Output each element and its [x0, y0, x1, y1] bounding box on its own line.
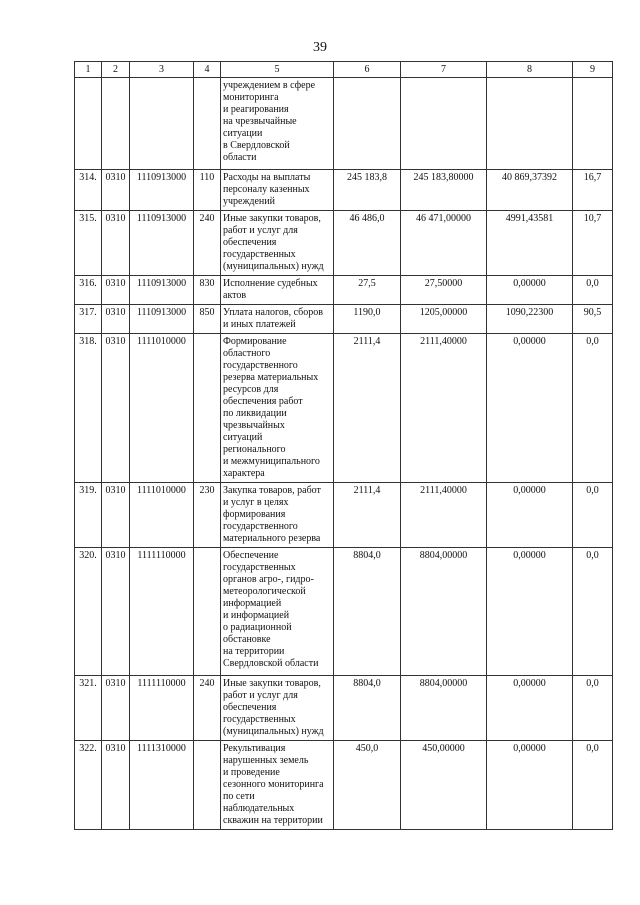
table-body [75, 78, 613, 830]
item-name: Уплата налогов, сборов и иных платежей [221, 305, 334, 334]
execution-percent: 0,0 [573, 548, 613, 676]
revised-amount: 2111,40000 [401, 483, 487, 548]
execution-percent [573, 78, 613, 170]
expense-type-code: 230 [194, 483, 221, 548]
item-name: Расходы на выплаты персоналу казенных учреждений [221, 170, 334, 211]
item-name: Иные закупки товаров, работ и услуг для обеспечения государственных (муниципальных) нужд [221, 676, 334, 741]
executed-amount: 0,00000 [487, 276, 573, 305]
revised-amount: 450,00000 [401, 741, 487, 830]
executed-amount: 0,00000 [487, 483, 573, 548]
target-code: 1111110000 [130, 676, 194, 741]
target-code: 1111310000 [130, 741, 194, 830]
planned-amount: 245 183,8 [334, 170, 401, 211]
row-number: 320. [75, 548, 102, 676]
column-header-9: 9 [573, 62, 613, 78]
section-code: 0310 [102, 676, 130, 741]
section-code [102, 78, 130, 170]
section-code: 0310 [102, 305, 130, 334]
row-number: 317. [75, 305, 102, 334]
section-code: 0310 [102, 741, 130, 830]
target-code: 1111010000 [130, 483, 194, 548]
planned-amount: 2111,4 [334, 483, 401, 548]
column-header-7: 7 [401, 62, 487, 78]
executed-amount: 0,00000 [487, 741, 573, 830]
execution-percent: 16,7 [573, 170, 613, 211]
target-code: 1110913000 [130, 305, 194, 334]
row-number: 321. [75, 676, 102, 741]
table-row [75, 211, 613, 276]
section-code: 0310 [102, 548, 130, 676]
execution-percent: 0,0 [573, 276, 613, 305]
row-number: 316. [75, 276, 102, 305]
execution-percent: 10,7 [573, 211, 613, 276]
table-row [75, 548, 613, 676]
table-row [75, 483, 613, 548]
target-code [130, 78, 194, 170]
execution-percent: 0,0 [573, 741, 613, 830]
column-header-5: 5 [221, 62, 334, 78]
revised-amount: 8804,00000 [401, 548, 487, 676]
row-number: 315. [75, 211, 102, 276]
header-row [75, 62, 613, 78]
executed-amount: 0,00000 [487, 676, 573, 741]
column-header-1: 1 [75, 62, 102, 78]
planned-amount [334, 78, 401, 170]
target-code: 1110913000 [130, 211, 194, 276]
executed-amount: 4991,43581 [487, 211, 573, 276]
page-number: 39 [313, 40, 327, 55]
execution-percent: 0,0 [573, 334, 613, 483]
expense-type-code [194, 334, 221, 483]
column-header-3: 3 [130, 62, 194, 78]
item-name: Исполнение судебных актов [221, 276, 334, 305]
executed-amount: 1090,22300 [487, 305, 573, 334]
row-number: 322. [75, 741, 102, 830]
revised-amount: 27,50000 [401, 276, 487, 305]
column-header-8: 8 [487, 62, 573, 78]
planned-amount: 46 486,0 [334, 211, 401, 276]
revised-amount [401, 78, 487, 170]
revised-amount: 46 471,00000 [401, 211, 487, 276]
item-name: Иные закупки товаров, работ и услуг для обеспечения государственных (муниципальных) нужд [221, 211, 334, 276]
planned-amount: 8804,0 [334, 548, 401, 676]
executed-amount [487, 78, 573, 170]
expense-type-code: 110 [194, 170, 221, 211]
execution-percent: 0,0 [573, 676, 613, 741]
row-number: 319. [75, 483, 102, 548]
planned-amount: 2111,4 [334, 334, 401, 483]
table-row [75, 305, 613, 334]
expense-type-code [194, 548, 221, 676]
planned-amount: 27,5 [334, 276, 401, 305]
expense-type-code: 830 [194, 276, 221, 305]
row-number [75, 78, 102, 170]
section-code: 0310 [102, 334, 130, 483]
section-code: 0310 [102, 483, 130, 548]
item-name: учреждением в сфере мониторинга и реагирования на чрезвычайные ситуации в Свердловской области [221, 78, 334, 170]
column-header-4: 4 [194, 62, 221, 78]
table-row [75, 276, 613, 305]
planned-amount: 1190,0 [334, 305, 401, 334]
target-code: 1110913000 [130, 170, 194, 211]
target-code: 1111010000 [130, 334, 194, 483]
execution-percent: 0,0 [573, 483, 613, 548]
target-code: 1110913000 [130, 276, 194, 305]
table-row [75, 676, 613, 741]
executed-amount: 0,00000 [487, 334, 573, 483]
target-code: 1111110000 [130, 548, 194, 676]
expense-type-code [194, 78, 221, 170]
table-row [75, 741, 613, 830]
revised-amount: 1205,00000 [401, 305, 487, 334]
revised-amount: 245 183,80000 [401, 170, 487, 211]
row-number: 318. [75, 334, 102, 483]
column-header-6: 6 [334, 62, 401, 78]
item-name: Рекультивация нарушенных земель и проведение сезонного мониторинга по сети наблюдательных скважин на территории [221, 741, 334, 830]
table-row [75, 78, 613, 170]
budget-table [74, 61, 613, 830]
expense-type-code: 240 [194, 211, 221, 276]
planned-amount: 8804,0 [334, 676, 401, 741]
table-row [75, 170, 613, 211]
executed-amount: 40 869,37392 [487, 170, 573, 211]
section-code: 0310 [102, 170, 130, 211]
revised-amount: 2111,40000 [401, 334, 487, 483]
executed-amount: 0,00000 [487, 548, 573, 676]
execution-percent: 90,5 [573, 305, 613, 334]
item-name: Формирование областного государственного резерва материальных ресурсов для обеспечения работ по ликвидации чрезвычайных ситуаций регионального и межмуниципального характера [221, 334, 334, 483]
section-code: 0310 [102, 276, 130, 305]
expense-type-code: 240 [194, 676, 221, 741]
expense-type-code [194, 741, 221, 830]
expense-type-code: 850 [194, 305, 221, 334]
item-name: Закупка товаров, работ и услуг в целях формирования государственного материального резерва [221, 483, 334, 548]
table-row [75, 334, 613, 483]
row-number: 314. [75, 170, 102, 211]
planned-amount: 450,0 [334, 741, 401, 830]
section-code: 0310 [102, 211, 130, 276]
item-name: Обеспечение государственных органов агро-, гидро- метеорологической информацией и информацией о радиационной обстановке на территории Свердловской области [221, 548, 334, 676]
revised-amount: 8804,00000 [401, 676, 487, 741]
column-header-2: 2 [102, 62, 130, 78]
